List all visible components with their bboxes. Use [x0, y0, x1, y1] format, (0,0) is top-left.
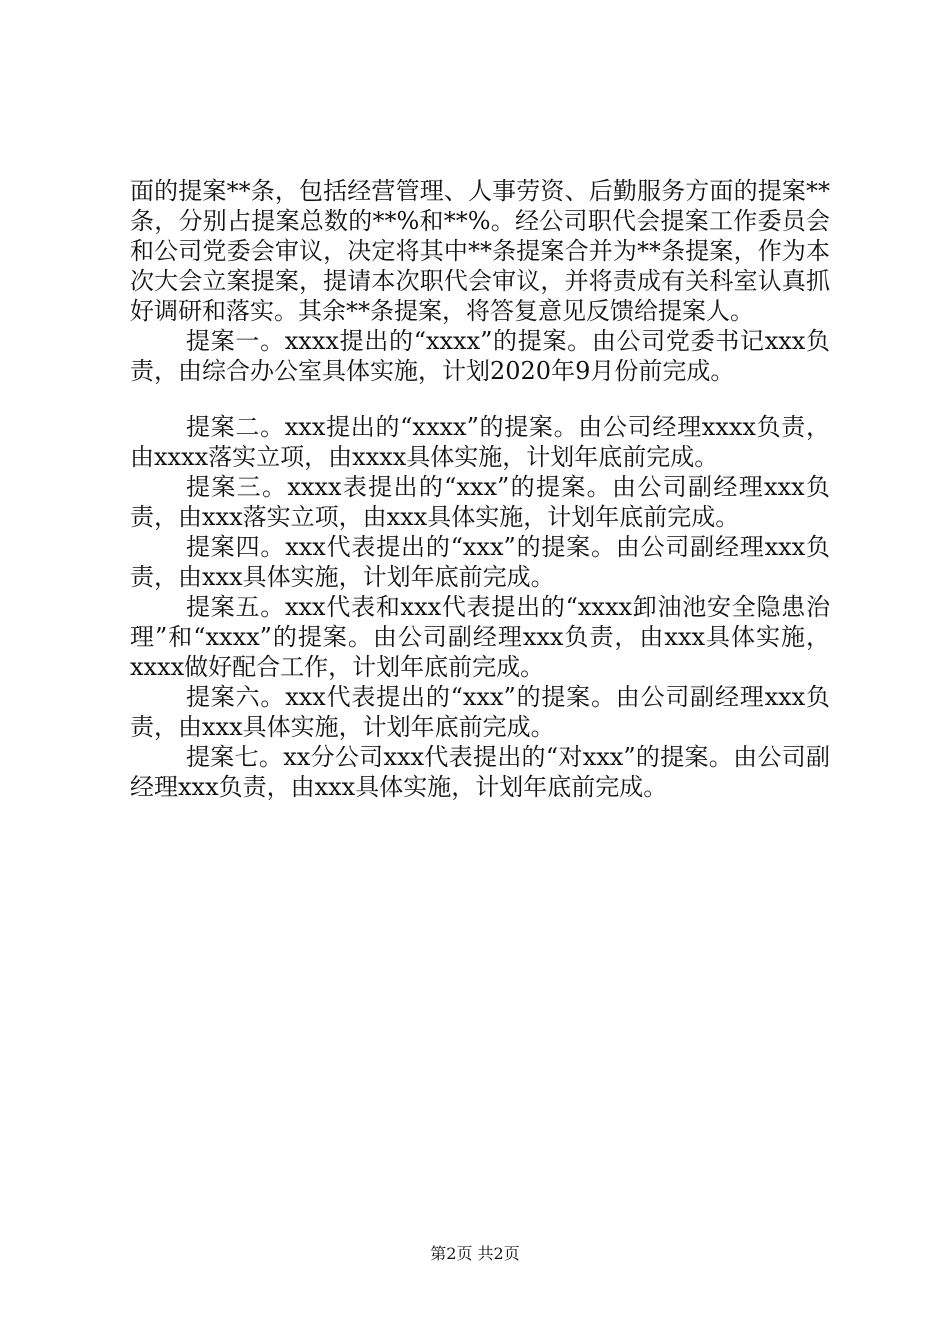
paragraph-proposal-6: 提案六。xxx代表提出的“xxx”的提案。由公司副经理xxx负责，由xxx具体实施，计划年底前完成。 [130, 683, 830, 741]
paragraph-proposal-summary: 面的提案**条，包括经营管理、人事劳资、后勤服务方面的提案**条，分别占提案总数的**%和**%。经公司职代会提案工作委员会和公司党委会审议，决定将其中**条提案合并为**条提案，作为本次大会立案提案，提请本次职代会审议，并将责成有关科室认真抓好调研和落实。其余**条提案，将答复意见反馈给提案人。 [130, 177, 830, 325]
page-footer [0, 1244, 950, 1264]
paragraph-proposal-7: 提案七。xx分公司xxx代表提出的“对xxx”的提案。由公司副经理xxx负责，由xxx具体实施，计划年底前完成。 [130, 743, 830, 801]
document-body [130, 176, 830, 802]
paragraph-proposal-5: 提案五。xxx代表和xxx代表提出的“xxxx卸油池安全隐患治理”和“xxxx”的提案。由公司副经理xxx负责，由xxx具体实施，xxxx做好配合工作，计划年底前完成。 [130, 593, 830, 681]
paragraph-proposal-2: 提案二。xxx提出的“xxxx”的提案。由公司经理xxxx负责，由xxxx落实立项，由xxxx具体实施，计划年底前完成。 [130, 413, 830, 471]
paragraph-proposal-4: 提案四。xxx代表提出的“xxx”的提案。由公司副经理xxx负责，由xxx具体实施，计划年底前完成。 [130, 533, 830, 591]
page-number-label: 第2页 共2页 [430, 1244, 520, 1263]
paragraph-proposal-3: 提案三。xxxx表提出的“xxx”的提案。由公司副经理xxx负责，由xxx落实立项，由xxx具体实施，计划年底前完成。 [130, 473, 830, 531]
paragraph-proposal-1: 提案一。xxxx提出的“xxxx”的提案。由公司党委书记xxx负责，由综合办公室具体实施，计划2020年9月份前完成。 [130, 327, 830, 385]
